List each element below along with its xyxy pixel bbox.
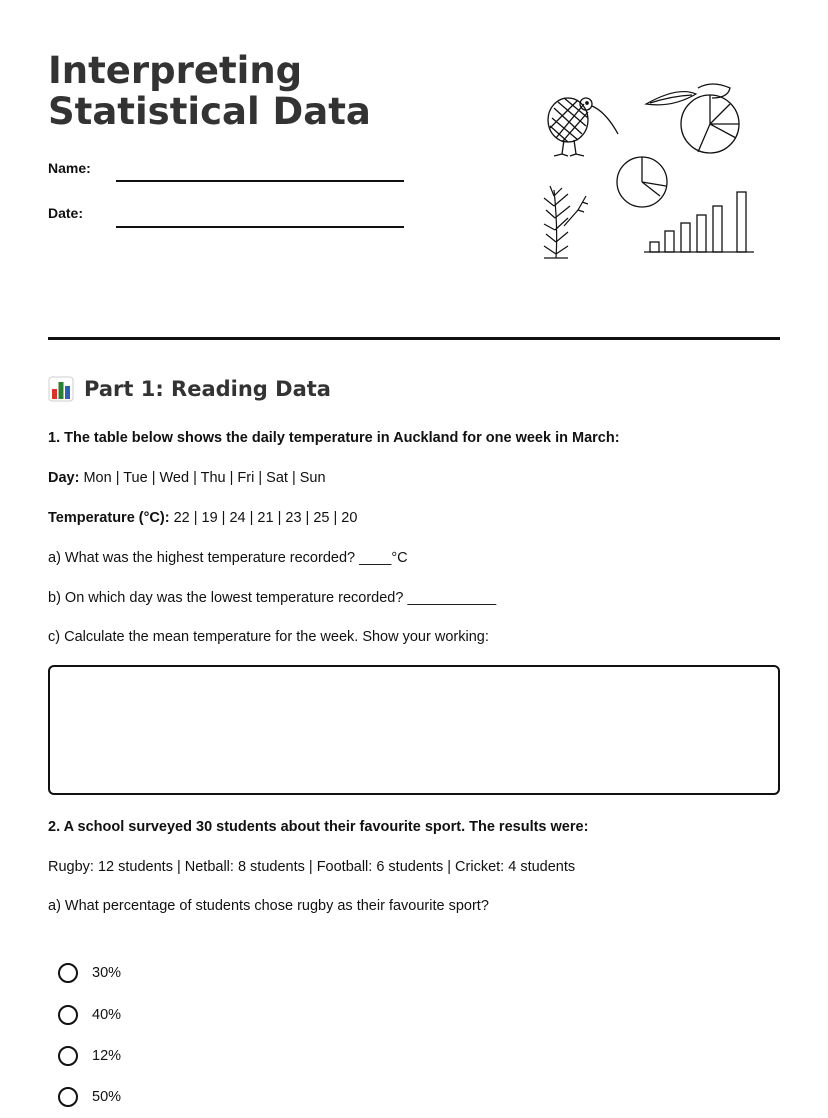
temperature-label: Temperature (°C): <box>48 510 170 526</box>
option-label: 30% <box>92 965 122 981</box>
bar-chart-emoji-icon <box>48 376 74 402</box>
working-answer-box[interactable] <box>48 665 780 795</box>
option-50-percent[interactable] <box>58 1085 121 1109</box>
question-1a: a) What was the highest temperature recorded? ____°C <box>48 550 408 566</box>
question-1-prompt: 1. The table below shows the daily temperature in Auckland for one week in March: <box>48 430 620 446</box>
question-2a: a) What percentage of students chose rugby as their favourite sport? <box>48 898 489 914</box>
temperature-values: 22 | 19 | 24 | 21 | 23 | 25 | 20 <box>173 510 358 526</box>
question-1c: c) Calculate the mean temperature for the week. Show your working: <box>48 629 489 645</box>
date-field[interactable] <box>116 226 404 228</box>
radio-circle-icon[interactable] <box>58 1005 78 1025</box>
option-label: 12% <box>92 1048 122 1064</box>
worksheet-title: Interpreting Statistical Data <box>48 49 371 133</box>
option-label: 40% <box>92 1007 122 1023</box>
option-12-percent[interactable] <box>58 1044 121 1068</box>
question-1b: b) On which day was the lowest temperature recorded? ___________ <box>48 590 497 606</box>
question-2-prompt: 2. A school surveyed 30 students about their favourite sport. The results were: <box>48 819 589 835</box>
radio-circle-icon[interactable] <box>58 1046 78 1066</box>
header-illustration <box>538 78 760 266</box>
section-divider <box>48 337 780 340</box>
radio-circle-icon[interactable] <box>58 1087 78 1107</box>
day-values: Mon | Tue | Wed | Thu | Fri | Sat | Sun <box>83 470 326 486</box>
temperature-row <box>48 508 357 528</box>
radio-circle-icon[interactable] <box>58 963 78 983</box>
day-label: Day: <box>48 470 80 486</box>
name-label: Name: <box>48 160 91 176</box>
day-row <box>48 468 326 488</box>
leaf-icon <box>646 92 696 105</box>
option-label: 50% <box>92 1089 122 1105</box>
option-40-percent[interactable] <box>58 1003 121 1027</box>
bar-chart-icon <box>644 192 754 252</box>
name-field[interactable] <box>116 180 404 182</box>
fern-plant-icon <box>544 186 588 258</box>
option-30-percent[interactable] <box>58 961 121 985</box>
survey-results: Rugby: 12 students | Netball: 8 students | Football: 6 students | Cricket: 4 students <box>48 859 576 875</box>
part-1-title: Part 1: Reading Data <box>84 377 331 401</box>
part-1-heading <box>48 374 331 404</box>
date-label: Date: <box>48 205 84 221</box>
kiwi-bird-icon <box>548 98 618 156</box>
